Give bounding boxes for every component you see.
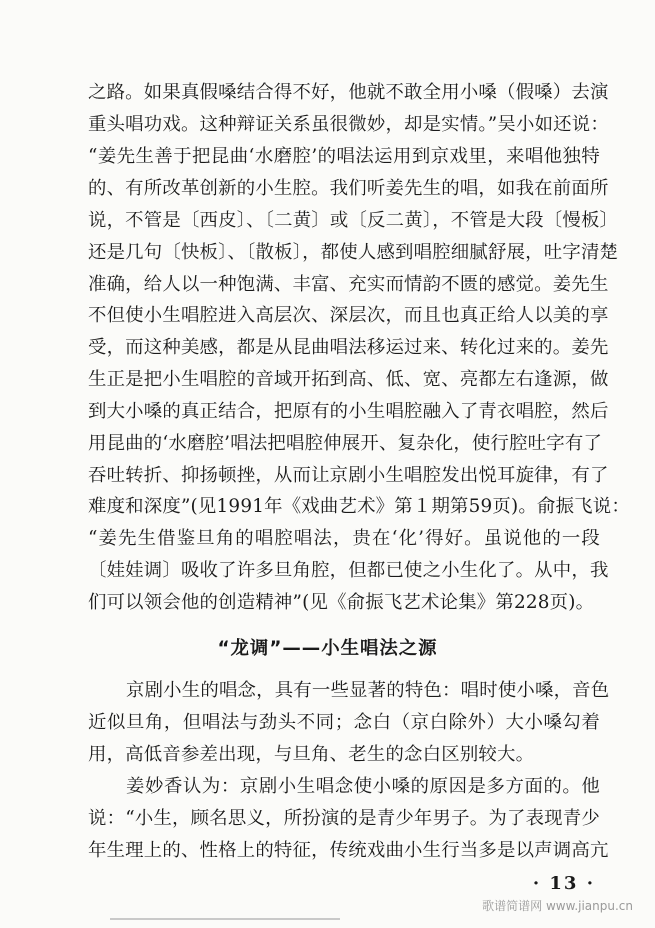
text-line: 的、有所改革创新的小生腔。我们听姜先生的唱，如我在前面所 — [88, 178, 609, 199]
text-line: “姜先生借鉴旦角的唱腔唱法，贵在‘化’得好。虽说他的一段 — [88, 528, 600, 549]
text-line: 生正是把小生唱腔的音域开拓到高、低、宽、亮都左右逢源，做 — [88, 369, 609, 390]
text-line: 之路。如果真假嗓结合得不好，他就不敢全用小嗓（假嗓）去演 — [88, 82, 609, 103]
scan-artifact-rule — [110, 918, 340, 920]
text-line: 近似旦角，但唱法与劲头不同；念白（京白除外）大小嗓勾着 — [88, 712, 600, 733]
text-line: 们可以领会他的创造精神”(见《俞振飞艺术论集》第228页)。 — [88, 592, 595, 613]
site-watermark: 歌谱简谱网 www.jianpu.cn — [482, 899, 633, 913]
text-line: 吞吐转折、抑扬顿挫，从而让京剧小生唱腔发出悦耳旋律，有了 — [88, 465, 609, 486]
text-line: 准确，给人以一种饱满、丰富、充实而情韵不匮的感觉。姜先生 — [88, 274, 609, 295]
text-line: 说：“小生，顾名思义，所扮演的是青少年男子。为了表现青少 — [88, 808, 600, 829]
text-line: 用昆曲的‘水磨腔’唱法把唱腔伸展开、复杂化，使行腔吐字有了 — [88, 433, 603, 454]
text-line: 说，不管是〔西皮〕、〔二黄〕或〔反二黄〕，不管是大段〔慢板〕 — [88, 210, 619, 231]
text-line: 不但使小生唱腔进入高层次、深层次，而且也真正给人以美的享 — [88, 305, 609, 326]
text-line: 〔娃娃调〕吸收了许多旦角腔，但都已使之小生化了。从中，我 — [88, 560, 609, 581]
text-line: “姜先生善于把昆曲‘水磨腔’的唱法运用到京戏里，来唱他独特 — [88, 146, 600, 167]
text-line: 京剧小生的唱念，具有一些显著的特色：唱时使小嗓，音色 — [126, 680, 610, 701]
text-line: 年生理上的、性格上的特征，传统戏曲小生行当多是以声调高亢 — [88, 840, 609, 861]
text-line: 受，而这种美感，都是从昆曲唱法移运过来、转化过来的。姜先 — [88, 337, 609, 358]
text-line: 重头唱功戏。这种辩证关系虽很微妙，却是实情。”吴小如还说： — [88, 114, 609, 135]
section-heading: “龙调”——小生唱法之源 — [217, 638, 438, 659]
text-line: 还是几句〔快板〕、〔散板〕，都使人感到唱腔细腻舒展，吐字清楚 — [88, 242, 619, 263]
page-number: · 13 · — [532, 873, 595, 894]
text-line: 到大小嗓的真正结合，把原有的小生唱腔融入了青衣唱腔，然后 — [88, 401, 609, 422]
text-line: 用，高低音参差出现，与旦角、老生的念白区别较大。 — [88, 744, 535, 765]
text-line: 难度和深度”(见1991年《戏曲艺术》第１期第59页)。俞振飞说： — [88, 496, 630, 517]
text-line: 姜妙香认为：京剧小生唱念使小嗓的原因是多方面的。他 — [126, 776, 600, 797]
